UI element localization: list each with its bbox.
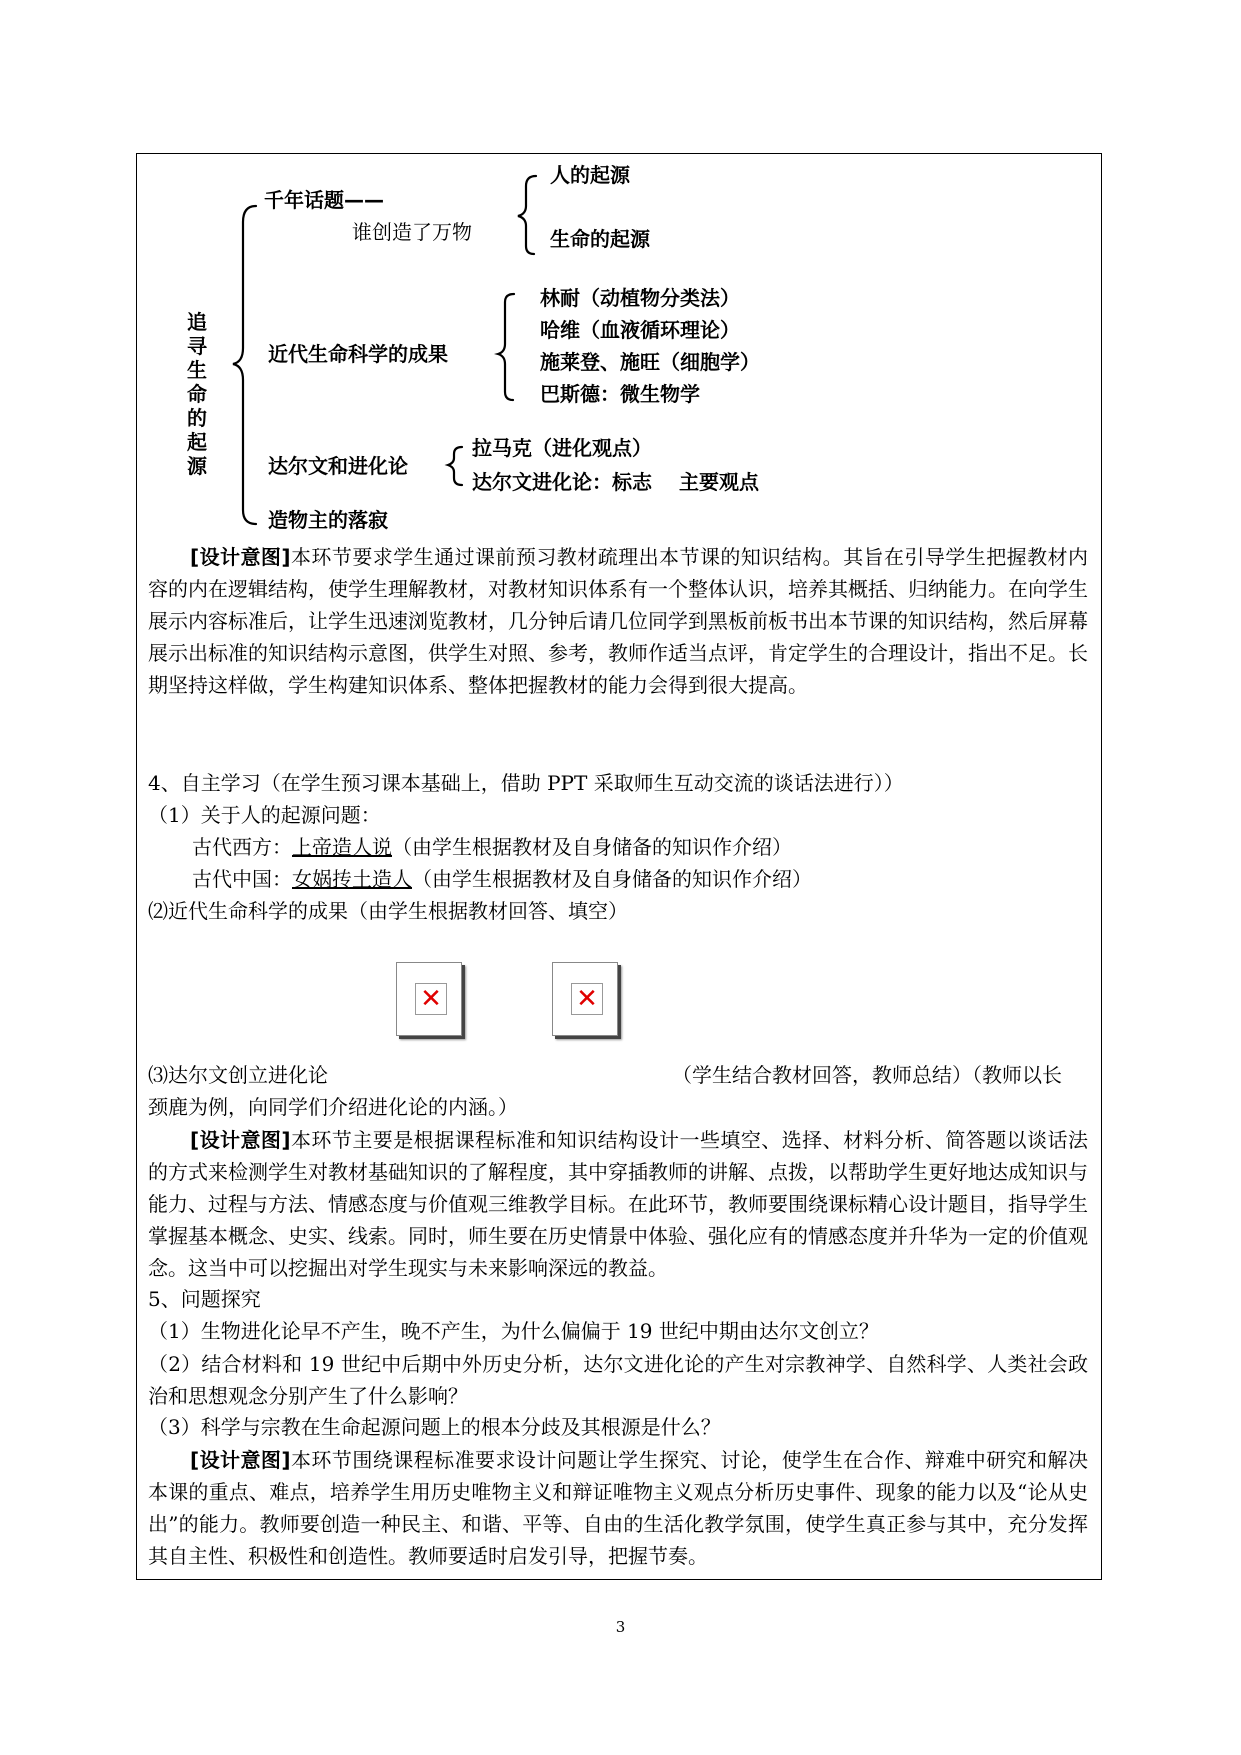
question-line: 颈鹿为例，向同学们介绍进化论的内涵。） [148, 1095, 518, 1119]
design-intent-text: 本环节要求学生通过课前预习教材疏理出本节课的知识结构。其旨在引导学生把握教材内容的内在逻辑结构，使学生理解教材，对教材知识体系有一个整体认识，培养其概括、归纳能力。在向学生展示内容标准后，让学生迅速浏览教材，几分钟后请几位同学到黑板前板书出本节课的知识结构，然后屏幕展示出标准的知识结构示意图，供学生对照、参考，教师作适当点评，肯定学生的合理设计，指出不足。长期坚持这样做，学生构建知识体系、整体把握教材的能力会得到很大提高。 [148, 545, 1089, 697]
answer-line [192, 832, 792, 862]
answer-note: （由学生根据教材及自身储备的知识作介绍） [412, 867, 812, 891]
branch-darwin-item: 达尔文进化论：标志 主要观点 [472, 470, 759, 494]
branch-science-item: 哈维（血液循环理论） [540, 318, 740, 342]
brace-origin [518, 176, 536, 254]
answer-label: 古代西方： [192, 835, 292, 859]
design-intent-paragraph [148, 1444, 1088, 1572]
branch-science-item: 林耐（动植物分类法） [540, 286, 740, 310]
brace-darwin [448, 447, 462, 485]
branch-topic-title: 千年话题—— [264, 188, 384, 212]
branch-darwin-title: 达尔文和进化论 [268, 454, 408, 478]
design-intent-paragraph [148, 1124, 1088, 1284]
vertical-title-char: 生 [187, 358, 207, 382]
branch-darwin-item: 拉马克（进化观点） [472, 436, 652, 460]
design-intent-text: 本环节围绕课程标准要求设计问题让学生探究、讨论，使学生在合作、辩难中研究和解决本课的重点、难点，培养学生用历史唯物主义和辩证唯物主义观点分析历史事件、现象的能力以及“论从史出”的能力。教师要创造一种民主、和谐、平等、自由的生活化教学氛围，使学生真正参与其中，充分发挥其自主性、积极性和创造性。教师要适时启发引导，把握节奏。 [148, 1448, 1089, 1568]
answer-line [192, 864, 812, 894]
branch-topic-item: 生命的起源 [550, 227, 650, 251]
design-intent-label: [设计意图] [190, 1448, 291, 1472]
vertical-title-char: 的 [187, 406, 207, 430]
question-line: （1）生物进化论早不产生，晚不产生，为什么偏偏于 19 世纪中期由达尔文创立？ [148, 1319, 879, 1343]
broken-image-placeholder [552, 962, 618, 1036]
design-intent-label: [设计意图] [190, 545, 291, 569]
branch-science-title: 近代生命科学的成果 [268, 342, 448, 366]
branch-science-item: 巴斯德：微生物学 [540, 382, 700, 406]
question-line: （1）关于人的起源问题： [148, 803, 381, 827]
answer-underlined: 女娲抟土造人 [292, 867, 412, 891]
answer-note: （由学生根据教材及自身储备的知识作介绍） [392, 835, 792, 859]
question-line: ⑵近代生命科学的成果（由学生根据教材回答、填空） [148, 899, 628, 923]
broken-image-placeholder [396, 962, 462, 1036]
section-heading: 4、自主学习（在学生预习课本基础上，借助 PPT 采取师生互动交流的谈话法进行）） [148, 771, 904, 795]
answer-underlined: 上帝造人说 [292, 835, 392, 859]
page-number: 3 [615, 1618, 626, 1636]
question-paragraph: （2）结合材料和 19 世纪中后期中外历史分析，达尔文进化论的产生对宗教神学、自然科学、人类社会政治和思想观念分别产生了什么影响？ [148, 1352, 1088, 1408]
question-line: （3）科学与宗教在生命起源问题上的根本分歧及其根源是什么？ [148, 1415, 721, 1439]
main-brace [233, 206, 256, 524]
question-note: （学生结合教材回答，教师总结）（教师以长 [672, 1063, 1062, 1087]
answer-label: 古代中国： [192, 867, 292, 891]
design-intent-label: [设计意图] [190, 1128, 291, 1152]
design-intent-paragraph [148, 541, 1088, 701]
vertical-title-char: 源 [187, 454, 207, 478]
vertical-title-char: 追 [187, 310, 207, 334]
broken-image-icon: ✕ [571, 983, 603, 1015]
broken-image-icon: ✕ [415, 983, 447, 1015]
vertical-title-char: 起 [187, 430, 207, 454]
design-intent-text: 本环节主要是根据课程标准和知识结构设计一些填空、选择、材料分析、简答题以谈话法的方式来检测学生对教材基础知识的了解程度，其中穿插教师的讲解、点拨，以帮助学生更好地达成知识与能力、过程与方法、情感态度与价值观三维教学目标。在此环节，教师要围绕课标精心设计题目，指导学生掌握基本概念、史实、线索。同时，师生要在历史情景中体验、强化应有的情感态度并升华为一定的价值观念。这当中可以挖掘出对学生现实与未来影响深远的教益。 [148, 1128, 1089, 1280]
vertical-title-char: 寻 [187, 334, 207, 358]
branch-topic-subtitle: 谁创造了万物 [352, 220, 472, 244]
branch-science-item: 施莱登、施旺（细胞学） [540, 350, 760, 374]
question-line: ⑶达尔文创立进化论 [148, 1063, 328, 1087]
vertical-title-char: 命 [187, 382, 207, 406]
branch-creator-title: 造物主的落寂 [268, 508, 388, 532]
branch-topic-item: 人的起源 [550, 163, 630, 187]
mindmap-vertical-title [185, 310, 209, 478]
brace-science [498, 294, 514, 400]
section-heading: 5、问题探究 [148, 1287, 261, 1311]
